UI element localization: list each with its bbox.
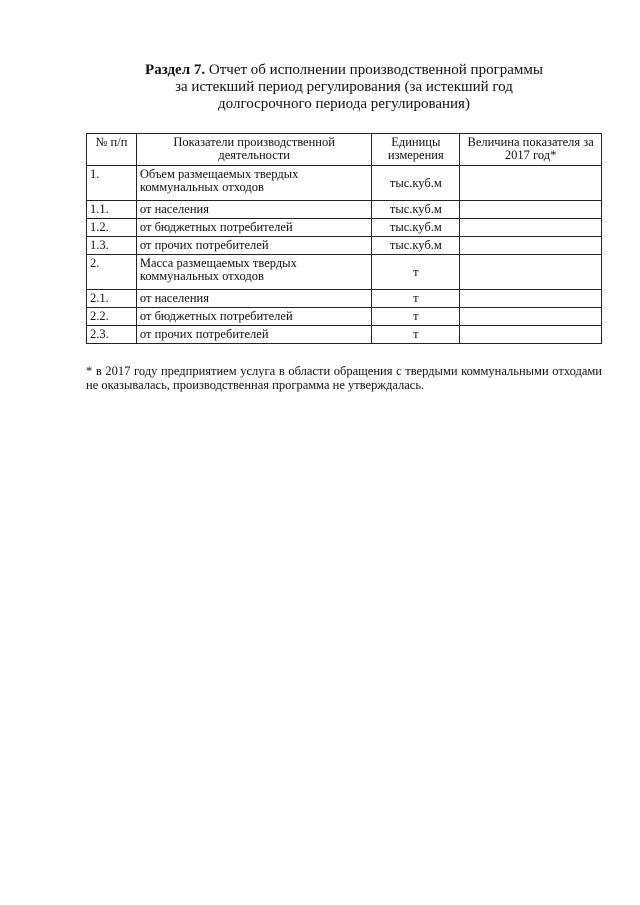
header-indicator: Показатели производственной деятельности — [136, 134, 371, 166]
heading-line-3: долгосрочного периода регулирования) — [218, 96, 470, 112]
row-indicator: от бюджетных потребителей — [136, 308, 371, 326]
row-value — [460, 290, 602, 308]
heading-line-2: за истекший период регулирования (за истекший год — [175, 79, 513, 95]
row-unit: тыс.куб.м — [372, 219, 460, 237]
row-indicator: Масса размещаемых твердых коммунальных отходов — [136, 255, 371, 290]
header-value: Величина показателя за 2017 год* — [460, 134, 602, 166]
table-row — [87, 237, 602, 255]
row-unit: т — [372, 326, 460, 344]
row-unit: т — [372, 255, 460, 290]
row-number: 1.3. — [87, 237, 137, 255]
row-indicator: от прочих потребителей — [136, 326, 371, 344]
row-number: 1.1. — [87, 201, 137, 219]
row-number: 2.1. — [87, 290, 137, 308]
row-number: 2. — [87, 255, 137, 290]
row-unit: тыс.куб.м — [372, 166, 460, 201]
table-row — [87, 326, 602, 344]
row-unit: тыс.куб.м — [372, 201, 460, 219]
row-value — [460, 237, 602, 255]
row-indicator: от бюджетных потребителей — [136, 219, 371, 237]
header-number: № п/п — [87, 134, 137, 166]
row-number: 1.2. — [87, 219, 137, 237]
row-number: 2.2. — [87, 308, 137, 326]
heading-line-1 — [86, 62, 602, 79]
row-indicator: от прочих потребителей — [136, 237, 371, 255]
row-number: 2.3. — [87, 326, 137, 344]
table-row — [87, 201, 602, 219]
table-row — [87, 166, 602, 201]
row-indicator: от населения — [136, 201, 371, 219]
row-indicator: от населения — [136, 290, 371, 308]
row-indicator: Объем размещаемых твердых коммунальных отходов — [136, 166, 371, 201]
heading-title: Отчет об исполнении производственной программы — [205, 62, 543, 78]
row-unit: тыс.куб.м — [372, 237, 460, 255]
row-value — [460, 166, 602, 201]
table-row — [87, 290, 602, 308]
table-row — [87, 219, 602, 237]
row-value — [460, 219, 602, 237]
table-header-row — [87, 134, 602, 166]
table-row — [87, 308, 602, 326]
row-value — [460, 255, 602, 290]
row-number: 1. — [87, 166, 137, 201]
row-unit: т — [372, 290, 460, 308]
row-value — [460, 308, 602, 326]
table-row — [87, 255, 602, 290]
header-unit: Единицы измерения — [372, 134, 460, 166]
production-program-table — [86, 133, 602, 344]
footnote: * в 2017 году предприятием услуга в области обращения с твердыми коммунальными отходами не оказывалась, производственная программа не утверждалась. — [86, 364, 602, 392]
section-number: Раздел 7. — [145, 62, 206, 78]
row-value — [460, 201, 602, 219]
row-unit: т — [372, 308, 460, 326]
row-value — [460, 326, 602, 344]
section-heading — [86, 62, 602, 113]
